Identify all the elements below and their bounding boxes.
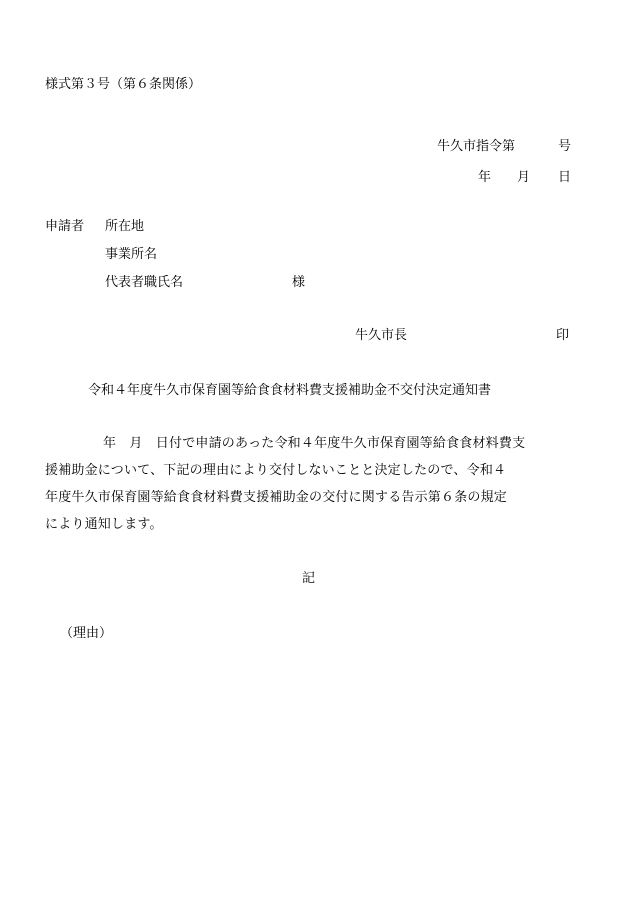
notice-number-suffix: 号 (558, 139, 572, 154)
document-title: 令和４年度牛久市保育園等給食食材料費支援補助金不交付決定通知書 (88, 383, 492, 398)
applicant-office-label: 事業所名 (105, 247, 158, 262)
body-line: により通知します。 (45, 517, 163, 532)
date-day-label: 日 (558, 170, 572, 185)
date-month-label: 月 (517, 170, 531, 185)
issuer-seal: 印 (556, 328, 570, 343)
notice-number-prefix: 牛久市指令第 (437, 139, 516, 154)
reason-label: （理由） (60, 626, 113, 641)
body-line: 年 月 日付で申請のあった令和４年度牛久市保育園等給食食材料費支 (103, 436, 526, 451)
body-line: 年度牛久市保育園等給食食材料費支援補助金の交付に関する告示第６条の規定 (45, 490, 508, 505)
ki-heading: 記 (302, 571, 316, 586)
applicant-honorific: 様 (292, 275, 306, 290)
form-number: 様式第３号（第６条関係） (45, 77, 202, 92)
applicant-representative-label: 代表者職氏名 (105, 275, 184, 290)
body-line: 援補助金について、下記の理由により交付しないことと決定したので、令和４ (45, 463, 507, 478)
applicant-address-label: 所在地 (105, 219, 145, 234)
issuer-name: 牛久市長 (355, 328, 408, 343)
applicant-heading: 申請者 (45, 219, 85, 234)
date-year-label: 年 (478, 170, 492, 185)
